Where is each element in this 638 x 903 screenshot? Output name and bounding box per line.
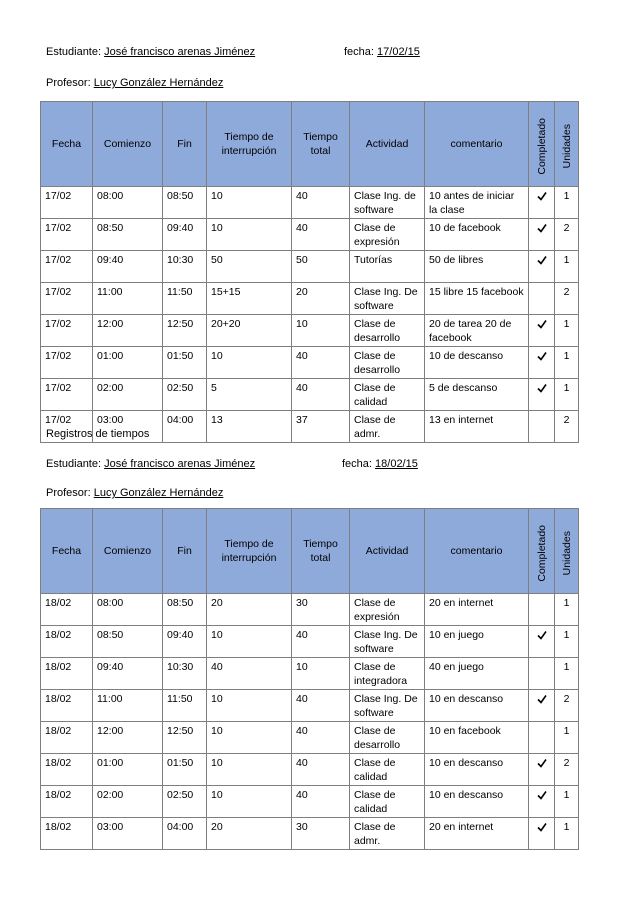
cell-actividad: Clase de desarrollo [350,347,425,379]
cell-completado [529,722,555,754]
header-comienzo: Comienzo [93,102,163,187]
cell-fecha: 18/02 [41,626,93,658]
cell-comienzo: 12:00 [93,315,163,347]
cell-fecha: 18/02 [41,690,93,722]
cell-total: 40 [292,347,350,379]
cell-total: 10 [292,658,350,690]
cell-comienzo: 08:50 [93,219,163,251]
cell-interrupcion: 10 [207,786,292,818]
checkmark-icon [537,629,547,641]
cell-total: 20 [292,283,350,315]
cell-actividad: Clase de calidad [350,754,425,786]
cell-fin: 02:50 [163,786,207,818]
cell-fecha: 18/02 [41,722,93,754]
professor-line-1 [46,77,223,89]
table-row [41,818,579,850]
checkmark-icon [537,190,547,202]
header-unidades-label: Unidades [560,123,573,169]
cell-fecha: 17/02 [41,315,93,347]
header-tiempo-total: Tiempo total [292,509,350,594]
cell-comentario: 50 de libres [425,251,529,283]
cell-completado [529,754,555,786]
header-completado-label: Completado [535,117,548,175]
cell-comienzo: 03:00 [93,411,163,443]
cell-fecha: 18/02 [41,658,93,690]
cell-comentario: 20 en internet [425,818,529,850]
cell-interrupcion: 10 [207,347,292,379]
cell-completado [529,594,555,626]
cell-fin: 12:50 [163,722,207,754]
table-row [41,219,579,251]
cell-fin: 10:30 [163,658,207,690]
cell-comienzo: 12:00 [93,722,163,754]
cell-actividad: Clase de expresión [350,219,425,251]
checkmark-icon [537,350,547,362]
cell-comentario: 10 de descanso [425,347,529,379]
cell-actividad: Clase de admr. [350,818,425,850]
cell-comentario: 5 de descanso [425,379,529,411]
cell-fin: 08:50 [163,187,207,219]
cell-total: 40 [292,786,350,818]
cell-comienzo: 11:00 [93,690,163,722]
cell-actividad: Clase Ing. De software [350,283,425,315]
cell-total: 40 [292,626,350,658]
cell-unidades: 2 [555,219,579,251]
cell-actividad: Clase de calidad [350,379,425,411]
table-row [41,754,579,786]
table-row [41,315,579,347]
cell-interrupcion: 20+20 [207,315,292,347]
cell-fecha: 18/02 [41,818,93,850]
header-completado-label: Completado [535,524,548,582]
cell-comentario: 20 de tarea 20 de facebook [425,315,529,347]
cell-fin: 09:40 [163,626,207,658]
student-label: Estudiante: [46,46,102,58]
header-fin: Fin [163,509,207,594]
student-name: José francisco arenas Jiménez [104,46,256,58]
cell-fin: 10:30 [163,251,207,283]
cell-completado [529,219,555,251]
date-label: fecha: [342,458,372,470]
cell-unidades: 1 [555,658,579,690]
cell-comienzo: 01:00 [93,347,163,379]
cell-completado [529,251,555,283]
cell-completado [529,347,555,379]
table-row [41,347,579,379]
table-row [41,187,579,219]
cell-actividad: Clase de desarrollo [350,722,425,754]
table-row [41,722,579,754]
cell-actividad: Clase de desarrollo [350,315,425,347]
student-label: Estudiante: [46,458,102,470]
cell-unidades: 1 [555,722,579,754]
header-unidades [555,509,579,594]
cell-comienzo: 03:00 [93,818,163,850]
cell-unidades: 1 [555,187,579,219]
cell-fecha: 17/02 [41,347,93,379]
table-row [41,658,579,690]
cell-actividad: Clase de integradora [350,658,425,690]
cell-fin: 01:50 [163,754,207,786]
cell-actividad: Clase Ing. De software [350,626,425,658]
cell-total: 30 [292,594,350,626]
header-comentario: comentario [425,509,529,594]
section-title: Registros de tiempos [46,428,150,440]
cell-fin: 04:00 [163,411,207,443]
header-unidades [555,102,579,187]
professor-name: Lucy González Hernández [93,77,224,89]
cell-comentario: 10 en descanso [425,690,529,722]
cell-fecha: 17/02 [41,283,93,315]
table-row [41,251,579,283]
cell-unidades: 1 [555,251,579,283]
professor-label: Profesor: [46,487,91,499]
cell-comienzo: 09:40 [93,251,163,283]
professor-line-2 [46,487,223,499]
cell-fin: 01:50 [163,347,207,379]
cell-total: 30 [292,818,350,850]
cell-actividad: Clase de calidad [350,786,425,818]
cell-fecha: 18/02 [41,754,93,786]
table-row [41,283,579,315]
cell-interrupcion: 10 [207,219,292,251]
cell-fin: 11:50 [163,283,207,315]
cell-interrupcion: 10 [207,690,292,722]
checkmark-icon [537,382,547,394]
cell-unidades: 1 [555,379,579,411]
date-value: 17/02/15 [377,46,420,58]
table-row [41,626,579,658]
cell-unidades: 1 [555,347,579,379]
cell-total: 40 [292,690,350,722]
cell-total: 10 [292,315,350,347]
cell-fecha: 17/02 [41,379,93,411]
header-completado [529,509,555,594]
cell-completado [529,786,555,818]
checkmark-icon [537,693,547,705]
time-log-table-1 [40,101,579,443]
cell-fin: 11:50 [163,690,207,722]
cell-unidades: 1 [555,594,579,626]
header-tiempo-interrupcion: Tiempo de interrupción [207,102,292,187]
cell-comentario: 15 libre 15 facebook [425,283,529,315]
cell-comienzo: 02:00 [93,786,163,818]
date-line-1 [344,46,420,58]
cell-unidades: 2 [555,690,579,722]
checkmark-icon [537,789,547,801]
cell-comentario: 10 en descanso [425,754,529,786]
cell-unidades: 1 [555,786,579,818]
table-row [41,690,579,722]
cell-unidades: 1 [555,315,579,347]
cell-comentario: 10 en facebook [425,722,529,754]
cell-total: 40 [292,754,350,786]
cell-comienzo: 08:00 [93,594,163,626]
cell-total: 40 [292,187,350,219]
cell-unidades: 2 [555,283,579,315]
header-unidades-label: Unidades [560,530,573,576]
cell-fecha: 17/02 [41,219,93,251]
cell-unidades: 1 [555,818,579,850]
header-tiempo-interrupcion: Tiempo de interrupción [207,509,292,594]
cell-comienzo: 09:40 [93,658,163,690]
cell-fin: 09:40 [163,219,207,251]
cell-actividad: Clase de expresión [350,594,425,626]
header-comienzo: Comienzo [93,509,163,594]
cell-comentario: 10 en descanso [425,786,529,818]
cell-comienzo: 01:00 [93,754,163,786]
cell-unidades: 1 [555,626,579,658]
cell-interrupcion: 40 [207,658,292,690]
cell-completado [529,690,555,722]
cell-interrupcion: 10 [207,722,292,754]
table-row [41,786,579,818]
header-completado [529,102,555,187]
cell-fin: 02:50 [163,379,207,411]
professor-name: Lucy González Hernández [93,487,224,499]
checkmark-icon [537,821,547,833]
cell-unidades: 2 [555,411,579,443]
cell-total: 40 [292,219,350,251]
date-value: 18/02/15 [375,458,418,470]
cell-interrupcion: 50 [207,251,292,283]
cell-comentario: 40 en juego [425,658,529,690]
cell-comienzo: 02:00 [93,379,163,411]
cell-total: 40 [292,722,350,754]
header-fecha: Fecha [41,509,93,594]
cell-completado [529,818,555,850]
cell-comentario: 10 antes de iniciar la clase [425,187,529,219]
cell-comienzo: 08:50 [93,626,163,658]
cell-comienzo: 08:00 [93,187,163,219]
checkmark-icon [537,318,547,330]
header-fin: Fin [163,102,207,187]
date-label: fecha: [344,46,374,58]
table-row [41,594,579,626]
cell-comienzo: 11:00 [93,283,163,315]
cell-comentario: 20 en internet [425,594,529,626]
cell-comentario: 13 en internet [425,411,529,443]
cell-fecha: 18/02 [41,786,93,818]
header-comentario: comentario [425,102,529,187]
cell-total: 40 [292,379,350,411]
cell-interrupcion: 10 [207,626,292,658]
cell-completado [529,658,555,690]
cell-interrupcion: 15+15 [207,283,292,315]
cell-fecha: 17/02 [41,187,93,219]
header-actividad: Actividad [350,102,425,187]
student-line-1 [46,46,255,58]
cell-actividad: Tutorías [350,251,425,283]
cell-comentario: 10 en juego [425,626,529,658]
time-log-table-2 [40,508,579,850]
cell-fecha: 17/02 [41,251,93,283]
cell-fecha: 18/02 [41,594,93,626]
cell-completado [529,379,555,411]
cell-unidades: 2 [555,754,579,786]
cell-actividad: Clase Ing. de software [350,187,425,219]
cell-completado [529,411,555,443]
professor-label: Profesor: [46,77,91,89]
header-fecha: Fecha [41,102,93,187]
checkmark-icon [537,757,547,769]
cell-completado [529,626,555,658]
checkmark-icon [537,222,547,234]
cell-completado [529,315,555,347]
cell-interrupcion: 20 [207,818,292,850]
table-row [41,379,579,411]
cell-comentario: 10 de facebook [425,219,529,251]
cell-interrupcion: 10 [207,187,292,219]
cell-actividad: Clase de admr. [350,411,425,443]
cell-fin: 08:50 [163,594,207,626]
cell-total: 50 [292,251,350,283]
cell-fin: 12:50 [163,315,207,347]
cell-total: 37 [292,411,350,443]
cell-interrupcion: 10 [207,754,292,786]
cell-completado [529,283,555,315]
cell-completado [529,187,555,219]
cell-actividad: Clase Ing. De software [350,690,425,722]
cell-interrupcion: 13 [207,411,292,443]
cell-fecha: 17/02 [41,411,93,443]
checkmark-icon [537,254,547,266]
cell-interrupcion: 5 [207,379,292,411]
cell-fin: 04:00 [163,818,207,850]
header-actividad: Actividad [350,509,425,594]
cell-interrupcion: 20 [207,594,292,626]
student-line-2 [46,458,255,470]
date-line-2 [342,458,418,470]
student-name: José francisco arenas Jiménez [104,458,256,470]
header-tiempo-total: Tiempo total [292,102,350,187]
